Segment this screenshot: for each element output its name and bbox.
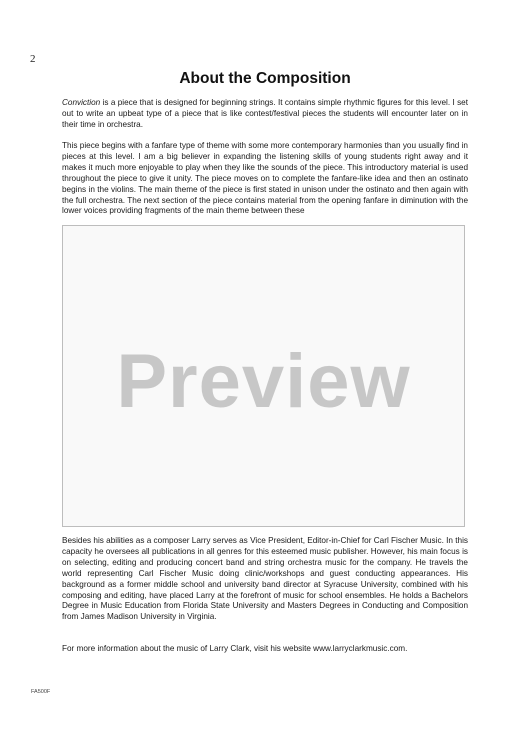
piece-title: Conviction: [62, 98, 101, 107]
intro-paragraph-text: is a piece that is designed for beginning strings. It contains simple rhythmic figures for this level. I set out to write an upbeat type of a piece that is like contest/festival pieces the students will encounter later on in their time in orchestra.: [62, 98, 468, 129]
preview-watermark-box: [62, 225, 465, 527]
catalog-code: FA500F: [31, 689, 51, 695]
website-paragraph: [62, 644, 468, 655]
intro-paragraph: [62, 98, 468, 131]
description-paragraph-text: This piece begins with a fanfare type of theme with some more contemporary harmonies than you usually find in pieces at this level. I am a big believer in expanding the listening skills of young students right away and it makes it much more enjoyable to play when they like the sounds of the piece. This introductory material is used throughout the piece to give it unity. The piece moves on to complete the fanfare-like idea and then an ostinato begins in the violins. The main theme of the piece is first stated in unison under the ostinato and then again with the full orchestra. The next section of the piece contains material from the opening fanfare in diminution with the lower voices providing fragments of the main theme between these: [62, 141, 468, 216]
biography-paragraph-text: Besides his abilities as a composer Larry serves as Vice President, Editor-in-Chief for Carl Fischer Music. In this capacity he oversees all publications in all genres for this esteemed music publisher. However, his main focus is on selecting, editing and producing concert band and string orchestra music for the company. He travels the world representing Carl Fischer Music doing clinic/workshops and guest conducting appearances. His background as a former middle school and university band director at Syracuse University, combined with his composing and editing, have placed Larry at the forefront of music for school ensembles. He holds a Bachelors Degree in Music Education from Florida State University and Masters Degrees in Conducting and Composition from James Madison University in Virginia.: [62, 536, 468, 622]
website-paragraph-text: For more information about the music of Larry Clark, visit his website www.larryclarkmusic.com.: [62, 644, 408, 653]
biography-paragraph: [62, 536, 468, 623]
page-number: 2: [30, 53, 36, 65]
description-paragraph: [62, 141, 468, 222]
preview-watermark: Preview: [116, 339, 411, 424]
page-title: About the Composition: [179, 70, 351, 87]
